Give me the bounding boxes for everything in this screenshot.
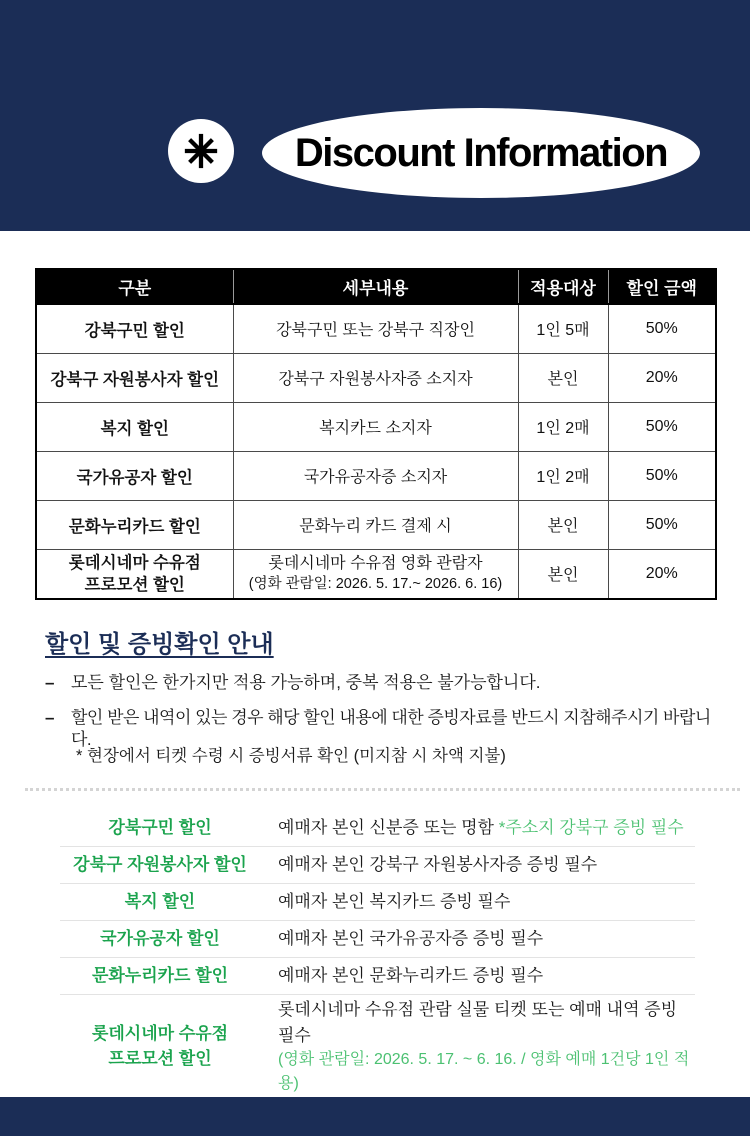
cell-category: 복지 할인: [36, 402, 233, 451]
dash-bullet-icon: –: [45, 708, 54, 727]
col-header-detail: 세부내용: [233, 269, 518, 304]
cell-detail: 국가유공자증 소지자: [233, 451, 518, 500]
list-item: [60, 884, 695, 921]
proof-label: 강북구민 할인: [108, 817, 212, 837]
list-item: [60, 921, 695, 958]
list-item: [60, 995, 695, 1098]
cell-amount: 50%: [608, 451, 716, 500]
proof-desc: [278, 889, 695, 915]
proof-label-line1: 롯데시네마 수유점: [91, 1023, 229, 1043]
notice-heading: 할인 및 증빙확인 안내: [45, 631, 274, 658]
dash-bullet-icon: –: [45, 673, 55, 692]
proof-desc: [278, 926, 695, 952]
proof-desc: [278, 963, 695, 989]
cell-target: 본인: [518, 549, 608, 599]
cell-target: 본인: [518, 353, 608, 402]
cell-target: 1인 2매: [518, 402, 608, 451]
cell-detail: 복지카드 소지자: [233, 402, 518, 451]
asterisk-icon: [182, 132, 220, 170]
cell-target: 본인: [518, 500, 608, 549]
cell-category: 강북구민 할인: [36, 304, 233, 353]
top-banner: [0, 0, 750, 231]
col-header-category: 구분: [36, 269, 233, 304]
cell-detail: 강북구민 또는 강북구 직장인: [233, 304, 518, 353]
cell-detail: 강북구 자원봉사자증 소지자: [233, 353, 518, 402]
proof-desc-text: 롯데시네마 수유점 관람 실물 티켓 또는 예매 내역 증빙 필수: [278, 1000, 678, 1045]
list-item: [60, 847, 695, 884]
proof-desc: [278, 997, 695, 1096]
proof-desc-note: (영화 관람일: 2026. 5. 17. ~ 6. 16. / 영화 예매 1건당 1인 적용): [278, 1051, 690, 1092]
category-line2: 프로모션 할인: [84, 575, 185, 594]
cell-amount: 20%: [608, 353, 716, 402]
cell-amount: 50%: [608, 402, 716, 451]
notice-bullet-text: 할인 받은 내역이 있는 경우 해당 할인 내용에 대한 증빙자료를 반드시 지참해주시기 바랍니다.: [71, 708, 711, 750]
table-row: [36, 402, 716, 451]
proof-desc-note: *주소지 강북구 증빙 필수: [498, 818, 684, 838]
table-row: [36, 549, 716, 599]
detail-line2: (영화 관람일: 2026. 5. 17.~ 2026. 6. 16): [248, 575, 503, 592]
proof-desc-text: 예매자 본인 강북구 자원봉사자증 증빙 필수: [278, 855, 598, 875]
cell-amount: 50%: [608, 304, 716, 353]
cell-detail: [233, 549, 518, 599]
asterisk-badge: [168, 119, 234, 183]
list-item: [60, 810, 695, 847]
table-row: [36, 304, 716, 353]
category-line1: 롯데시네마 수유점: [68, 553, 201, 572]
cell-detail: 문화누리 카드 결제 시: [233, 500, 518, 549]
notice-bullet: [45, 672, 715, 694]
discount-table: [35, 268, 717, 600]
discount-table-header: [36, 269, 716, 304]
cell-amount: 20%: [608, 549, 716, 599]
notice-bullet-text: 모든 할인은 한가지만 적용 가능하며, 중복 적용은 불가능합니다.: [71, 673, 541, 692]
proof-desc-text: 예매자 본인 복지카드 증빙 필수: [278, 892, 511, 912]
proof-desc: [278, 852, 695, 878]
col-header-amount: 할인 금액: [608, 269, 716, 304]
cell-category: [36, 549, 233, 599]
page-title: Discount Information: [294, 130, 668, 175]
proof-label: 문화누리카드 할인: [91, 965, 229, 985]
table-row: [36, 353, 716, 402]
proof-label: 복지 할인: [124, 891, 196, 911]
proof-label: 국가유공자 할인: [100, 928, 220, 948]
proof-requirement-list: [60, 810, 695, 1098]
bottom-banner: [0, 1097, 750, 1136]
title-oval: [262, 108, 700, 198]
proof-label: [60, 1022, 260, 1071]
cell-target: 1인 5매: [518, 304, 608, 353]
cell-category: 국가유공자 할인: [36, 451, 233, 500]
cell-category: 문화누리카드 할인: [36, 500, 233, 549]
cell-amount: 50%: [608, 500, 716, 549]
proof-desc: [278, 815, 695, 841]
cell-category: 강북구 자원봉사자 할인: [36, 353, 233, 402]
proof-label-line2: 프로모션 할인: [108, 1048, 212, 1068]
table-row: [36, 451, 716, 500]
notice-sub-note: * 현장에서 티켓 수령 시 증빙서류 확인 (미지참 시 차액 지불): [76, 747, 506, 765]
proof-desc-text: 예매자 본인 국가유공자증 증빙 필수: [278, 929, 544, 949]
proof-desc-text: 예매자 본인 문화누리카드 증빙 필수: [278, 966, 544, 986]
detail-line1: 롯데시네마 수유점 영화 관람자: [268, 555, 483, 573]
dotted-divider: [25, 788, 740, 791]
proof-label: 강북구 자원봉사자 할인: [73, 854, 247, 874]
col-header-target: 적용대상: [518, 269, 608, 304]
table-row: [36, 500, 716, 549]
cell-target: 1인 2매: [518, 451, 608, 500]
proof-desc-text: 예매자 본인 신분증 또는 명함: [278, 818, 499, 838]
list-item: [60, 958, 695, 995]
